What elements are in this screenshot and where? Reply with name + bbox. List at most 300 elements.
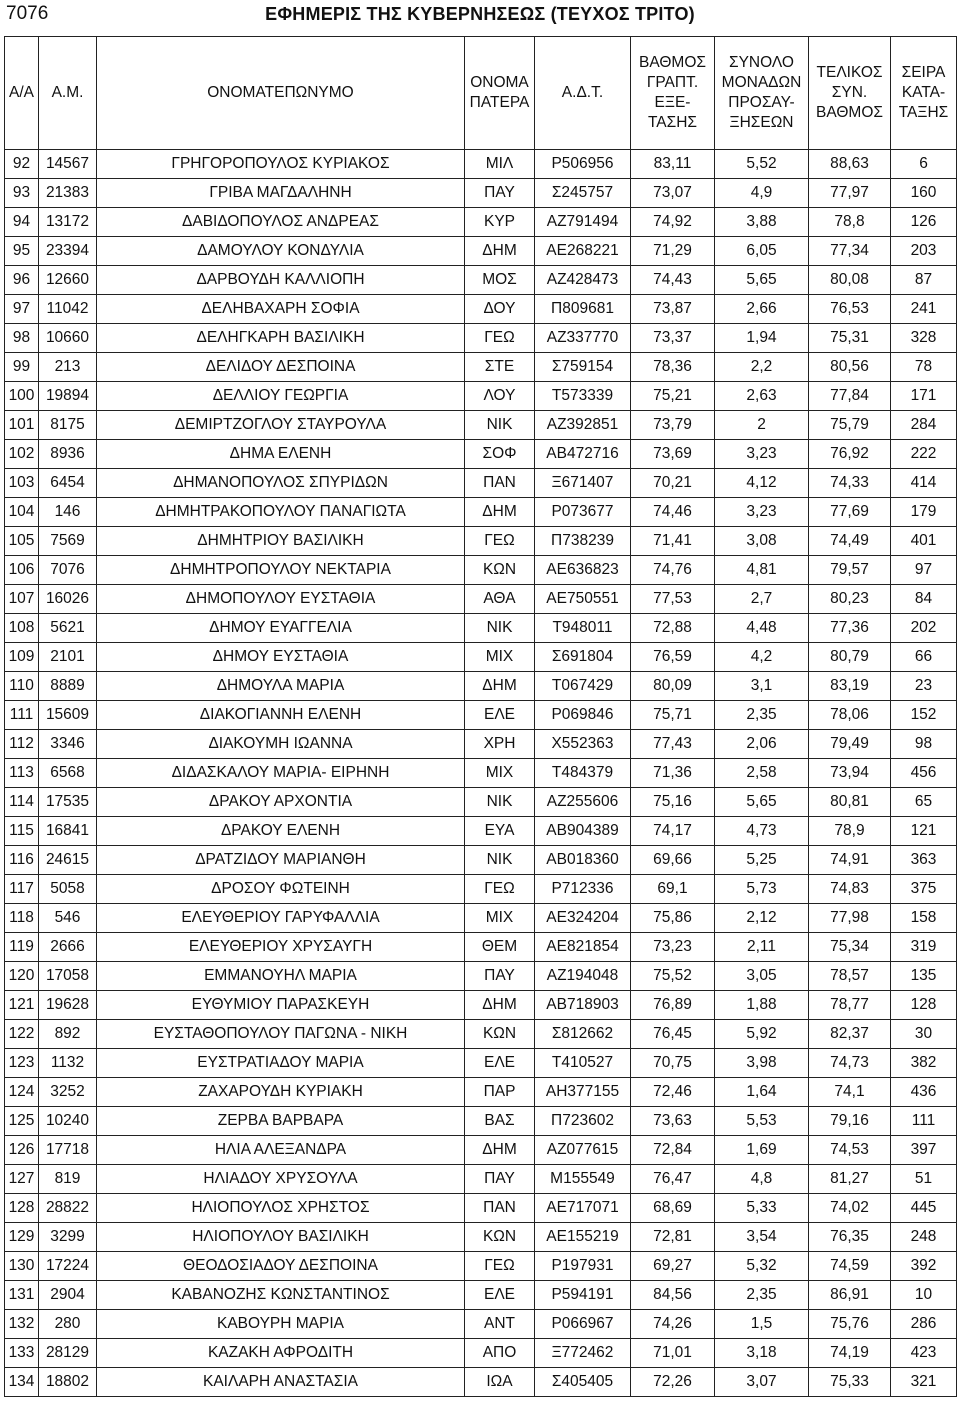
header-rank — [891, 37, 957, 150]
cell-extra-units: 4,8 — [715, 1165, 809, 1194]
cell-final-score: 75,33 — [809, 1368, 891, 1397]
cell-name: ΕΜΜΑΝΟΥΗΛ ΜΑΡΙΑ — [97, 962, 465, 991]
cell-extra-units: 5,25 — [715, 846, 809, 875]
cell-adt: ΑΕ750551 — [535, 585, 631, 614]
cell-adt: Τ948011 — [535, 614, 631, 643]
header-am — [39, 37, 97, 150]
table-row — [5, 353, 957, 382]
cell-extra-units: 1,94 — [715, 324, 809, 353]
cell-am: 5621 — [39, 614, 97, 643]
cell-extra-units: 5,33 — [715, 1194, 809, 1223]
cell-written-score: 77,53 — [631, 585, 715, 614]
cell-extra-units: 5,53 — [715, 1107, 809, 1136]
cell-aa: 128 — [5, 1194, 39, 1223]
cell-adt: ΑΕ324204 — [535, 904, 631, 933]
table-row — [5, 730, 957, 759]
header-line: ΣΥΝ. — [831, 84, 868, 101]
cell-am: 892 — [39, 1020, 97, 1049]
cell-father-name: ΑΝΤ — [465, 1310, 535, 1339]
table-row — [5, 701, 957, 730]
cell-adt: Χ552363 — [535, 730, 631, 759]
table-row — [5, 1165, 957, 1194]
cell-rank: 392 — [891, 1252, 957, 1281]
cell-rank: 135 — [891, 962, 957, 991]
cell-final-score: 78,06 — [809, 701, 891, 730]
table-row — [5, 1194, 957, 1223]
cell-final-score: 74,19 — [809, 1339, 891, 1368]
cell-name: ΔΡΟΣΟΥ ΦΩΤΕΙΝΗ — [97, 875, 465, 904]
cell-am: 17718 — [39, 1136, 97, 1165]
cell-aa: 104 — [5, 498, 39, 527]
cell-rank: 98 — [891, 730, 957, 759]
cell-name: ΓΡΗΓΟΡΟΠΟΥΛΟΣ ΚΥΡΙΑΚΟΣ — [97, 150, 465, 179]
cell-name: ΔΙΑΚΟΓΙΑΝΝΗ ΕΛΕΝΗ — [97, 701, 465, 730]
cell-am: 10660 — [39, 324, 97, 353]
cell-aa: 132 — [5, 1310, 39, 1339]
cell-rank: 126 — [891, 208, 957, 237]
cell-aa: 134 — [5, 1368, 39, 1397]
cell-adt: Ρ197931 — [535, 1252, 631, 1281]
cell-final-score: 78,9 — [809, 817, 891, 846]
cell-father-name: ΛΟΥ — [465, 382, 535, 411]
cell-final-score: 75,76 — [809, 1310, 891, 1339]
cell-father-name: ΕΥΑ — [465, 817, 535, 846]
header-line: ΤΑΣΗΣ — [647, 114, 697, 131]
cell-am: 8936 — [39, 440, 97, 469]
cell-am: 3346 — [39, 730, 97, 759]
cell-aa: 129 — [5, 1223, 39, 1252]
cell-aa: 110 — [5, 672, 39, 701]
cell-extra-units: 5,73 — [715, 875, 809, 904]
cell-am: 18802 — [39, 1368, 97, 1397]
cell-extra-units: 5,32 — [715, 1252, 809, 1281]
cell-final-score: 77,69 — [809, 498, 891, 527]
cell-adt: Σ405405 — [535, 1368, 631, 1397]
cell-rank: 363 — [891, 846, 957, 875]
cell-am: 17224 — [39, 1252, 97, 1281]
table-row — [5, 1339, 957, 1368]
header-line: Α.Μ. — [51, 84, 84, 101]
cell-written-score: 69,27 — [631, 1252, 715, 1281]
cell-father-name: ΜΙΧ — [465, 643, 535, 672]
cell-adt: ΑΖ077615 — [535, 1136, 631, 1165]
cell-am: 7076 — [39, 556, 97, 585]
cell-extra-units: 3,18 — [715, 1339, 809, 1368]
cell-aa: 102 — [5, 440, 39, 469]
cell-final-score: 76,53 — [809, 295, 891, 324]
cell-final-score: 79,49 — [809, 730, 891, 759]
cell-name: ΔΗΜΟΠΟΥΛΟΥ ΕΥΣΤΑΘΙΑ — [97, 585, 465, 614]
table-row — [5, 933, 957, 962]
table-row — [5, 1223, 957, 1252]
cell-rank: 328 — [891, 324, 957, 353]
cell-adt: Τ410527 — [535, 1049, 631, 1078]
cell-adt: Μ155549 — [535, 1165, 631, 1194]
cell-father-name: ΔΟΥ — [465, 295, 535, 324]
cell-father-name: ΔΗΜ — [465, 672, 535, 701]
cell-extra-units: 1,5 — [715, 1310, 809, 1339]
cell-am: 23394 — [39, 237, 97, 266]
cell-father-name: ΓΕΩ — [465, 875, 535, 904]
header-line: ΟΝΟΜΑΤΕΠΩΝΥΜΟ — [207, 84, 354, 101]
cell-name: ΔΗΜΑ ΕΛΕΝΗ — [97, 440, 465, 469]
cell-final-score: 74,49 — [809, 527, 891, 556]
cell-adt: ΑΕ717071 — [535, 1194, 631, 1223]
cell-extra-units: 1,88 — [715, 991, 809, 1020]
page-number: 7076 — [6, 3, 49, 24]
cell-extra-units: 3,07 — [715, 1368, 809, 1397]
cell-name: ΔΗΜΑΝΟΠΟΥΛΟΣ ΣΠΥΡΙΔΩΝ — [97, 469, 465, 498]
cell-aa: 99 — [5, 353, 39, 382]
header-final-score — [809, 37, 891, 150]
header-written-score — [631, 37, 715, 150]
cell-written-score: 71,01 — [631, 1339, 715, 1368]
cell-am: 546 — [39, 904, 97, 933]
cell-extra-units: 2,63 — [715, 382, 809, 411]
table-row — [5, 1049, 957, 1078]
cell-name: ΔΗΜΟΥΛΑ ΜΑΡΙΑ — [97, 672, 465, 701]
cell-adt: Π738239 — [535, 527, 631, 556]
cell-adt: ΑΕ636823 — [535, 556, 631, 585]
cell-final-score: 80,08 — [809, 266, 891, 295]
cell-extra-units: 2 — [715, 411, 809, 440]
cell-am: 16026 — [39, 585, 97, 614]
cell-rank: 241 — [891, 295, 957, 324]
cell-rank: 87 — [891, 266, 957, 295]
cell-extra-units: 3,88 — [715, 208, 809, 237]
header-line: ΜΟΝΑΔΩΝ — [721, 74, 802, 91]
cell-extra-units: 1,64 — [715, 1078, 809, 1107]
cell-extra-units: 2,35 — [715, 1281, 809, 1310]
cell-aa: 116 — [5, 846, 39, 875]
cell-rank: 456 — [891, 759, 957, 788]
cell-father-name: ΧΡΗ — [465, 730, 535, 759]
cell-final-score: 77,98 — [809, 904, 891, 933]
cell-rank: 158 — [891, 904, 957, 933]
cell-aa: 100 — [5, 382, 39, 411]
cell-written-score: 74,46 — [631, 498, 715, 527]
cell-final-score: 77,36 — [809, 614, 891, 643]
cell-rank: 84 — [891, 585, 957, 614]
cell-rank: 128 — [891, 991, 957, 1020]
table-row — [5, 556, 957, 585]
table-row — [5, 962, 957, 991]
cell-name: ΔΗΜΟΥ ΕΥΑΓΓΕΛΙΑ — [97, 614, 465, 643]
cell-aa: 126 — [5, 1136, 39, 1165]
cell-adt: Ξ772462 — [535, 1339, 631, 1368]
cell-father-name: ΑΘΑ — [465, 585, 535, 614]
cell-adt: Ρ073677 — [535, 498, 631, 527]
cell-aa: 111 — [5, 701, 39, 730]
header-line: ΓΡΑΠΤ. — [646, 74, 699, 91]
cell-rank: 171 — [891, 382, 957, 411]
cell-adt: Ρ069846 — [535, 701, 631, 730]
cell-written-score: 71,41 — [631, 527, 715, 556]
table-row — [5, 527, 957, 556]
cell-rank: 66 — [891, 643, 957, 672]
cell-father-name: ΚΩΝ — [465, 1223, 535, 1252]
cell-aa: 97 — [5, 295, 39, 324]
table-row — [5, 324, 957, 353]
cell-written-score: 75,71 — [631, 701, 715, 730]
cell-aa: 121 — [5, 991, 39, 1020]
cell-written-score: 73,79 — [631, 411, 715, 440]
cell-final-score: 77,97 — [809, 179, 891, 208]
cell-rank: 401 — [891, 527, 957, 556]
cell-extra-units: 2,66 — [715, 295, 809, 324]
cell-name: ΗΛΙΟΠΟΥΛΟΣ ΧΡΗΣΤΟΣ — [97, 1194, 465, 1223]
table-row — [5, 788, 957, 817]
cell-rank: 152 — [891, 701, 957, 730]
cell-extra-units: 1,69 — [715, 1136, 809, 1165]
cell-aa: 92 — [5, 150, 39, 179]
cell-adt: Ρ712336 — [535, 875, 631, 904]
cell-adt: Σ691804 — [535, 643, 631, 672]
table-row — [5, 498, 957, 527]
cell-adt: ΑΒ718903 — [535, 991, 631, 1020]
cell-extra-units: 2,11 — [715, 933, 809, 962]
cell-am: 8889 — [39, 672, 97, 701]
cell-am: 13172 — [39, 208, 97, 237]
cell-extra-units: 3,54 — [715, 1223, 809, 1252]
cell-rank: 423 — [891, 1339, 957, 1368]
cell-adt: ΑΒ018360 — [535, 846, 631, 875]
cell-father-name: ΑΠΟ — [465, 1339, 535, 1368]
cell-written-score: 77,43 — [631, 730, 715, 759]
cell-extra-units: 3,1 — [715, 672, 809, 701]
table-row — [5, 208, 957, 237]
table-row — [5, 1310, 957, 1339]
cell-adt: ΑΕ821854 — [535, 933, 631, 962]
cell-written-score: 74,26 — [631, 1310, 715, 1339]
table-row — [5, 759, 957, 788]
cell-adt: Π809681 — [535, 295, 631, 324]
cell-name: ΘΕΟΔΟΣΙΑΔΟΥ ΔΕΣΠΟΙΝΑ — [97, 1252, 465, 1281]
cell-rank: 375 — [891, 875, 957, 904]
cell-extra-units: 6,05 — [715, 237, 809, 266]
cell-final-score: 74,1 — [809, 1078, 891, 1107]
cell-extra-units: 4,81 — [715, 556, 809, 585]
cell-adt: ΑΖ791494 — [535, 208, 631, 237]
cell-written-score: 74,17 — [631, 817, 715, 846]
cell-adt: ΑΕ155219 — [535, 1223, 631, 1252]
cell-final-score: 74,73 — [809, 1049, 891, 1078]
cell-father-name: ΓΕΩ — [465, 1252, 535, 1281]
cell-final-score: 78,57 — [809, 962, 891, 991]
cell-aa: 107 — [5, 585, 39, 614]
cell-father-name: ΠΑΡ — [465, 1078, 535, 1107]
cell-father-name: ΜΟΣ — [465, 266, 535, 295]
cell-rank: 97 — [891, 556, 957, 585]
cell-aa: 127 — [5, 1165, 39, 1194]
cell-final-score: 77,34 — [809, 237, 891, 266]
cell-am: 2666 — [39, 933, 97, 962]
header-line: ΚΑΤΑ- — [901, 84, 946, 101]
table-row — [5, 585, 957, 614]
cell-rank: 284 — [891, 411, 957, 440]
table-row — [5, 1136, 957, 1165]
cell-aa: 95 — [5, 237, 39, 266]
cell-aa: 117 — [5, 875, 39, 904]
cell-am: 2904 — [39, 1281, 97, 1310]
cell-extra-units: 4,12 — [715, 469, 809, 498]
header-line: ΒΑΘΜΟΣ — [816, 104, 883, 121]
cell-name: ΕΛΕΥΘΕΡΙΟΥ ΧΡΥΣΑΥΓΗ — [97, 933, 465, 962]
cell-name: ΔΗΜΗΤΡΙΟΥ ΒΑΣΙΛΙΚΗ — [97, 527, 465, 556]
cell-written-score: 76,47 — [631, 1165, 715, 1194]
table-row — [5, 1281, 957, 1310]
gazette-title: ΕΦΗΜΕΡΙΣ ΤΗΣ ΚΥΒΕΡΝΗΣΕΩΣ (ΤΕΥΧΟΣ ΤΡΙΤΟ) — [265, 4, 695, 24]
cell-name: ΔΕΛΗΒΑΧΑΡΗ ΣΟΦΙΑ — [97, 295, 465, 324]
cell-adt: ΑΖ194048 — [535, 962, 631, 991]
cell-written-score: 72,81 — [631, 1223, 715, 1252]
cell-father-name: ΝΙΚ — [465, 788, 535, 817]
cell-adt: Ξ671407 — [535, 469, 631, 498]
cell-name: ΔΕΛΗΓΚΑΡΗ ΒΑΣΙΛΙΚΗ — [97, 324, 465, 353]
cell-am: 28822 — [39, 1194, 97, 1223]
cell-extra-units: 3,05 — [715, 962, 809, 991]
cell-name: ΔΕΛΛΙΟΥ ΓΕΩΡΓΙΑ — [97, 382, 465, 411]
cell-name: ΕΥΘΥΜΙΟΥ ΠΑΡΑΣΚΕΥΗ — [97, 991, 465, 1020]
cell-name: ΖΑΧΑΡΟΥΔΗ ΚΥΡΙΑΚΗ — [97, 1078, 465, 1107]
cell-final-score: 74,83 — [809, 875, 891, 904]
cell-rank: 248 — [891, 1223, 957, 1252]
cell-final-score: 78,8 — [809, 208, 891, 237]
cell-written-score: 74,43 — [631, 266, 715, 295]
cell-rank: 30 — [891, 1020, 957, 1049]
cell-rank: 202 — [891, 614, 957, 643]
cell-name: ΚΑΒΟΥΡΗ ΜΑΡΙΑ — [97, 1310, 465, 1339]
cell-adt: Ρ066967 — [535, 1310, 631, 1339]
cell-adt: Σ245757 — [535, 179, 631, 208]
cell-extra-units: 2,35 — [715, 701, 809, 730]
cell-extra-units: 4,2 — [715, 643, 809, 672]
cell-written-score: 83,11 — [631, 150, 715, 179]
cell-aa: 106 — [5, 556, 39, 585]
cell-aa: 131 — [5, 1281, 39, 1310]
cell-father-name: ΘΕΜ — [465, 933, 535, 962]
cell-written-score: 76,59 — [631, 643, 715, 672]
cell-final-score: 74,91 — [809, 846, 891, 875]
cell-final-score: 74,53 — [809, 1136, 891, 1165]
cell-aa: 98 — [5, 324, 39, 353]
cell-father-name: ΠΑΝ — [465, 1194, 535, 1223]
cell-written-score: 72,46 — [631, 1078, 715, 1107]
cell-am: 1132 — [39, 1049, 97, 1078]
cell-extra-units: 5,92 — [715, 1020, 809, 1049]
cell-father-name: ΣΟΦ — [465, 440, 535, 469]
cell-final-score: 73,94 — [809, 759, 891, 788]
table-row — [5, 440, 957, 469]
table-row — [5, 1107, 957, 1136]
cell-final-score: 82,37 — [809, 1020, 891, 1049]
cell-am: 11042 — [39, 295, 97, 324]
table-row — [5, 237, 957, 266]
table-body — [5, 150, 957, 1397]
cell-rank: 414 — [891, 469, 957, 498]
cell-adt: ΑΖ392851 — [535, 411, 631, 440]
cell-written-score: 72,84 — [631, 1136, 715, 1165]
cell-aa: 103 — [5, 469, 39, 498]
cell-name: ΚΑΙΛΑΡΗ ΑΝΑΣΤΑΣΙΑ — [97, 1368, 465, 1397]
cell-father-name: ΠΑΥ — [465, 962, 535, 991]
cell-am: 10240 — [39, 1107, 97, 1136]
cell-written-score: 71,36 — [631, 759, 715, 788]
cell-rank: 321 — [891, 1368, 957, 1397]
cell-written-score: 68,69 — [631, 1194, 715, 1223]
cell-rank: 222 — [891, 440, 957, 469]
cell-aa: 96 — [5, 266, 39, 295]
cell-extra-units: 4,73 — [715, 817, 809, 846]
cell-extra-units: 3,23 — [715, 498, 809, 527]
cell-adt: Σ812662 — [535, 1020, 631, 1049]
cell-written-score: 70,75 — [631, 1049, 715, 1078]
cell-father-name: ΔΗΜ — [465, 991, 535, 1020]
cell-father-name: ΣΤΕ — [465, 353, 535, 382]
cell-rank: 78 — [891, 353, 957, 382]
header-line: ΤΕΛΙΚΟΣ — [816, 64, 883, 81]
cell-father-name: ΓΕΩ — [465, 324, 535, 353]
cell-am: 15609 — [39, 701, 97, 730]
cell-am: 19894 — [39, 382, 97, 411]
cell-extra-units: 3,23 — [715, 440, 809, 469]
cell-aa: 93 — [5, 179, 39, 208]
cell-father-name: ΚΥΡ — [465, 208, 535, 237]
table-header — [5, 37, 957, 150]
cell-adt: ΑΒ472716 — [535, 440, 631, 469]
header-extra-units — [715, 37, 809, 150]
cell-aa: 113 — [5, 759, 39, 788]
table-row — [5, 295, 957, 324]
cell-extra-units: 3,08 — [715, 527, 809, 556]
cell-final-score: 76,35 — [809, 1223, 891, 1252]
table-row — [5, 991, 957, 1020]
cell-name: ΔΗΜΟΥ ΕΥΣΤΑΘΙΑ — [97, 643, 465, 672]
cell-extra-units: 5,65 — [715, 788, 809, 817]
cell-father-name: ΙΩΑ — [465, 1368, 535, 1397]
cell-final-score: 83,19 — [809, 672, 891, 701]
table-row — [5, 382, 957, 411]
cell-father-name: ΠΑΥ — [465, 1165, 535, 1194]
cell-written-score: 72,88 — [631, 614, 715, 643]
cell-written-score: 73,63 — [631, 1107, 715, 1136]
cell-rank: 397 — [891, 1136, 957, 1165]
cell-final-score: 88,63 — [809, 150, 891, 179]
cell-written-score: 73,69 — [631, 440, 715, 469]
cell-name: ΔΕΛΙΔΟΥ ΔΕΣΠΟΙΝΑ — [97, 353, 465, 382]
cell-written-score: 84,56 — [631, 1281, 715, 1310]
cell-aa: 124 — [5, 1078, 39, 1107]
cell-final-score: 86,91 — [809, 1281, 891, 1310]
cell-am: 12660 — [39, 266, 97, 295]
cell-final-score: 79,16 — [809, 1107, 891, 1136]
cell-written-score: 76,89 — [631, 991, 715, 1020]
cell-father-name: ΝΙΚ — [465, 846, 535, 875]
header-line: Α.Δ.Τ. — [561, 84, 604, 101]
cell-written-score: 80,09 — [631, 672, 715, 701]
cell-written-score: 75,21 — [631, 382, 715, 411]
cell-aa: 120 — [5, 962, 39, 991]
table-row — [5, 614, 957, 643]
cell-written-score: 76,45 — [631, 1020, 715, 1049]
cell-rank: 121 — [891, 817, 957, 846]
cell-name: ΔΙΔΑΣΚΑΛΟΥ ΜΑΡΙΑ- ΕΙΡΗΝΗ — [97, 759, 465, 788]
cell-adt: ΑΕ268221 — [535, 237, 631, 266]
cell-aa: 112 — [5, 730, 39, 759]
cell-aa: 105 — [5, 527, 39, 556]
cell-name: ΖΕΡΒΑ ΒΑΡΒΑΡΑ — [97, 1107, 465, 1136]
cell-am: 280 — [39, 1310, 97, 1339]
